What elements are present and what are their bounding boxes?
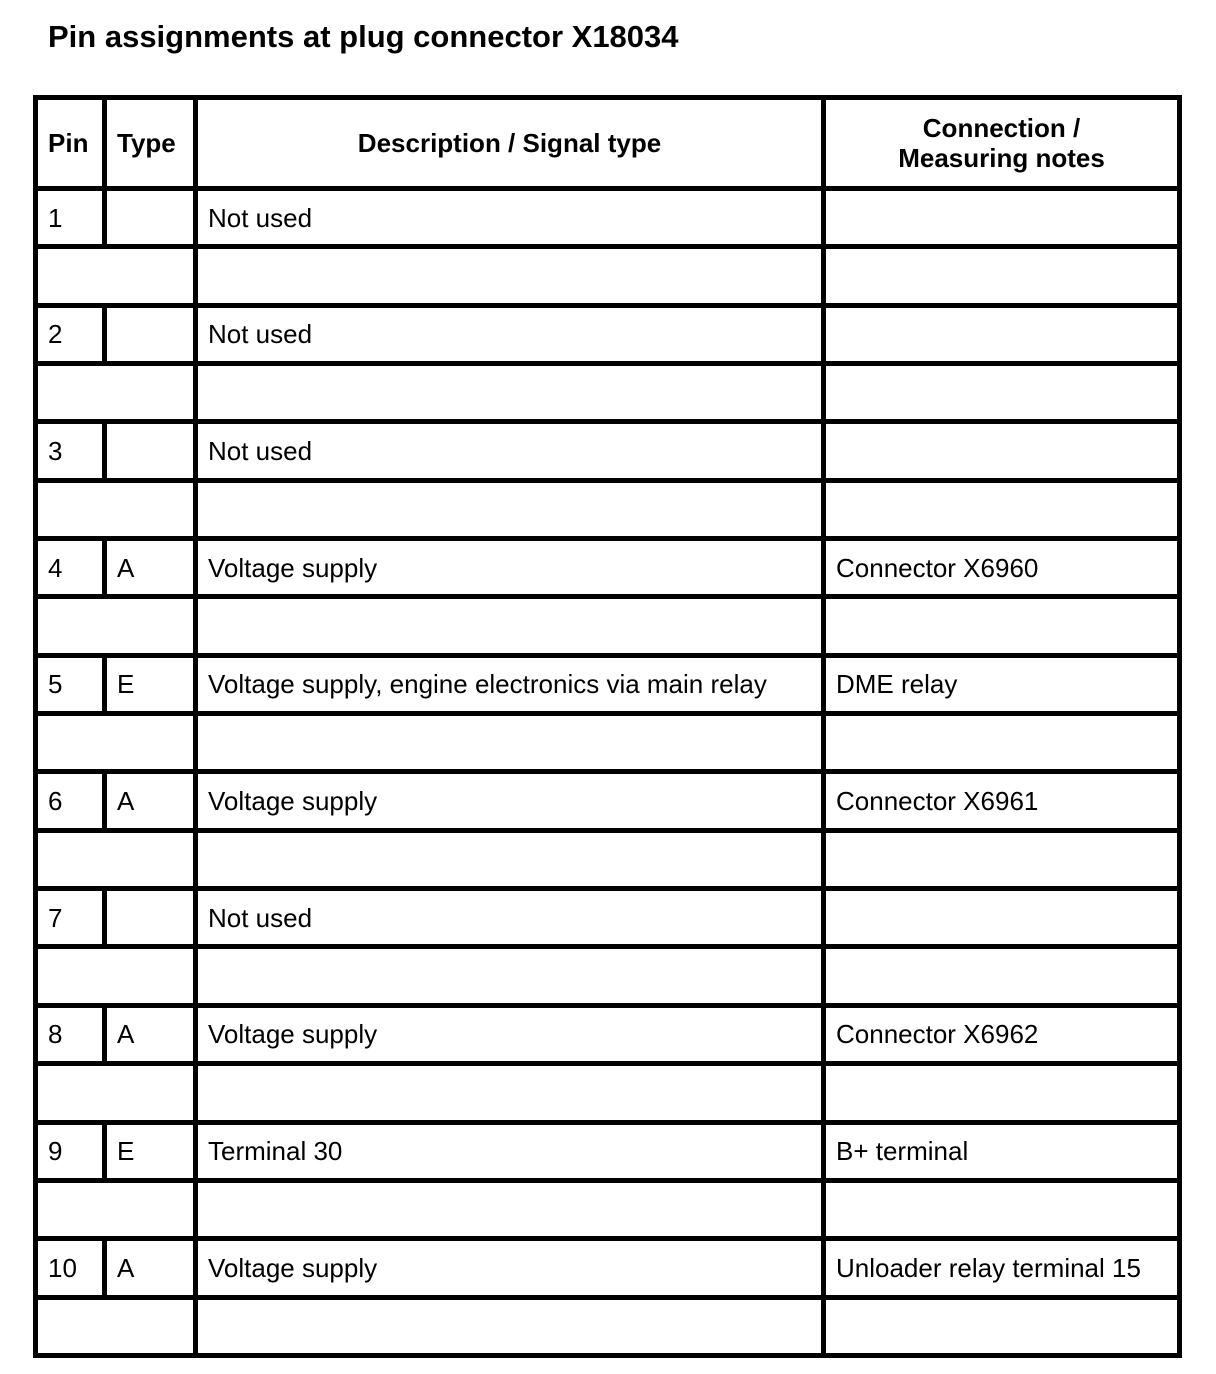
spacer-cell-notes <box>824 364 1180 422</box>
table-row <box>36 772 1180 830</box>
spacer-cell-description <box>196 597 824 655</box>
type-cell <box>105 422 196 480</box>
spacer-cell-description <box>196 247 824 305</box>
table-row <box>36 1122 1180 1180</box>
spacer-cell-pin-type <box>36 947 196 1005</box>
table-spacer-row <box>36 1064 1180 1122</box>
pin-cell: 5 <box>36 655 105 713</box>
spacer-cell-pin-type <box>36 1064 196 1122</box>
description-cell: Voltage supply <box>196 1005 824 1063</box>
spacer-cell-notes <box>824 947 1180 1005</box>
notes-cell <box>824 189 1180 247</box>
pin-cell: 6 <box>36 772 105 830</box>
table-row <box>36 539 1180 597</box>
spacer-cell-pin-type <box>36 247 196 305</box>
table-body <box>36 189 1180 1356</box>
spacer-cell-description <box>196 830 824 888</box>
header-notes-line1: Connection / <box>922 113 1081 143</box>
type-cell <box>105 305 196 363</box>
spacer-cell-notes <box>824 1297 1180 1355</box>
notes-cell: DME relay <box>824 655 1180 713</box>
pin-cell: 1 <box>36 189 105 247</box>
description-cell: Voltage supply <box>196 772 824 830</box>
table-row <box>36 422 1180 480</box>
table-spacer-row <box>36 830 1180 888</box>
pin-cell: 2 <box>36 305 105 363</box>
table-row <box>36 1005 1180 1063</box>
spacer-cell-pin-type <box>36 480 196 538</box>
pin-cell: 9 <box>36 1122 105 1180</box>
notes-cell: Connector X6962 <box>824 1005 1180 1063</box>
header-type: Type <box>105 98 196 189</box>
type-cell: E <box>105 1122 196 1180</box>
pin-cell: 8 <box>36 1005 105 1063</box>
notes-cell: B+ terminal <box>824 1122 1180 1180</box>
description-cell: Voltage supply <box>196 539 824 597</box>
pin-assignment-table <box>33 95 1182 1358</box>
description-cell: Not used <box>196 189 824 247</box>
pin-cell: 7 <box>36 889 105 947</box>
pin-cell: 3 <box>36 422 105 480</box>
spacer-cell-notes <box>824 480 1180 538</box>
type-cell: A <box>105 1239 196 1297</box>
notes-cell: Connector X6961 <box>824 772 1180 830</box>
spacer-cell-pin-type <box>36 364 196 422</box>
spacer-cell-description <box>196 1297 824 1355</box>
type-cell <box>105 889 196 947</box>
spacer-cell-pin-type <box>36 1180 196 1238</box>
header-notes-line2: Measuring notes <box>898 143 1105 173</box>
table-row <box>36 889 1180 947</box>
spacer-cell-notes <box>824 714 1180 772</box>
table-spacer-row <box>36 947 1180 1005</box>
notes-cell <box>824 889 1180 947</box>
table-spacer-row <box>36 364 1180 422</box>
table-row <box>36 1239 1180 1297</box>
spacer-cell-notes <box>824 1064 1180 1122</box>
notes-cell: Unloader relay terminal 15 <box>824 1239 1180 1297</box>
spacer-cell-description <box>196 480 824 538</box>
spacer-cell-description <box>196 947 824 1005</box>
type-cell: A <box>105 539 196 597</box>
table-spacer-row <box>36 247 1180 305</box>
spacer-cell-notes <box>824 830 1180 888</box>
table-row <box>36 305 1180 363</box>
table-header-row <box>36 98 1180 189</box>
header-description: Description / Signal type <box>196 98 824 189</box>
page-title: Pin assignments at plug connector X18034 <box>48 19 679 54</box>
pin-cell: 10 <box>36 1239 105 1297</box>
spacer-cell-pin-type <box>36 1297 196 1355</box>
table-spacer-row <box>36 480 1180 538</box>
spacer-cell-notes <box>824 597 1180 655</box>
description-cell: Voltage supply, engine electronics via main relay <box>196 655 824 713</box>
spacer-cell-notes <box>824 247 1180 305</box>
spacer-cell-description <box>196 1180 824 1238</box>
description-cell: Not used <box>196 422 824 480</box>
spacer-cell-description <box>196 1064 824 1122</box>
header-notes <box>824 98 1180 189</box>
spacer-cell-description <box>196 714 824 772</box>
type-cell <box>105 189 196 247</box>
notes-cell <box>824 305 1180 363</box>
notes-cell: Connector X6960 <box>824 539 1180 597</box>
spacer-cell-description <box>196 364 824 422</box>
type-cell: A <box>105 772 196 830</box>
pin-cell: 4 <box>36 539 105 597</box>
table-spacer-row <box>36 714 1180 772</box>
table-spacer-row <box>36 1180 1180 1238</box>
table-spacer-row <box>36 1297 1180 1355</box>
spacer-cell-pin-type <box>36 597 196 655</box>
type-cell: A <box>105 1005 196 1063</box>
description-cell: Voltage supply <box>196 1239 824 1297</box>
table-row <box>36 189 1180 247</box>
spacer-cell-pin-type <box>36 714 196 772</box>
type-cell: E <box>105 655 196 713</box>
table-spacer-row <box>36 597 1180 655</box>
description-cell: Terminal 30 <box>196 1122 824 1180</box>
spacer-cell-pin-type <box>36 830 196 888</box>
spacer-cell-notes <box>824 1180 1180 1238</box>
header-pin: Pin <box>36 98 105 189</box>
description-cell: Not used <box>196 305 824 363</box>
description-cell: Not used <box>196 889 824 947</box>
notes-cell <box>824 422 1180 480</box>
table-row <box>36 655 1180 713</box>
